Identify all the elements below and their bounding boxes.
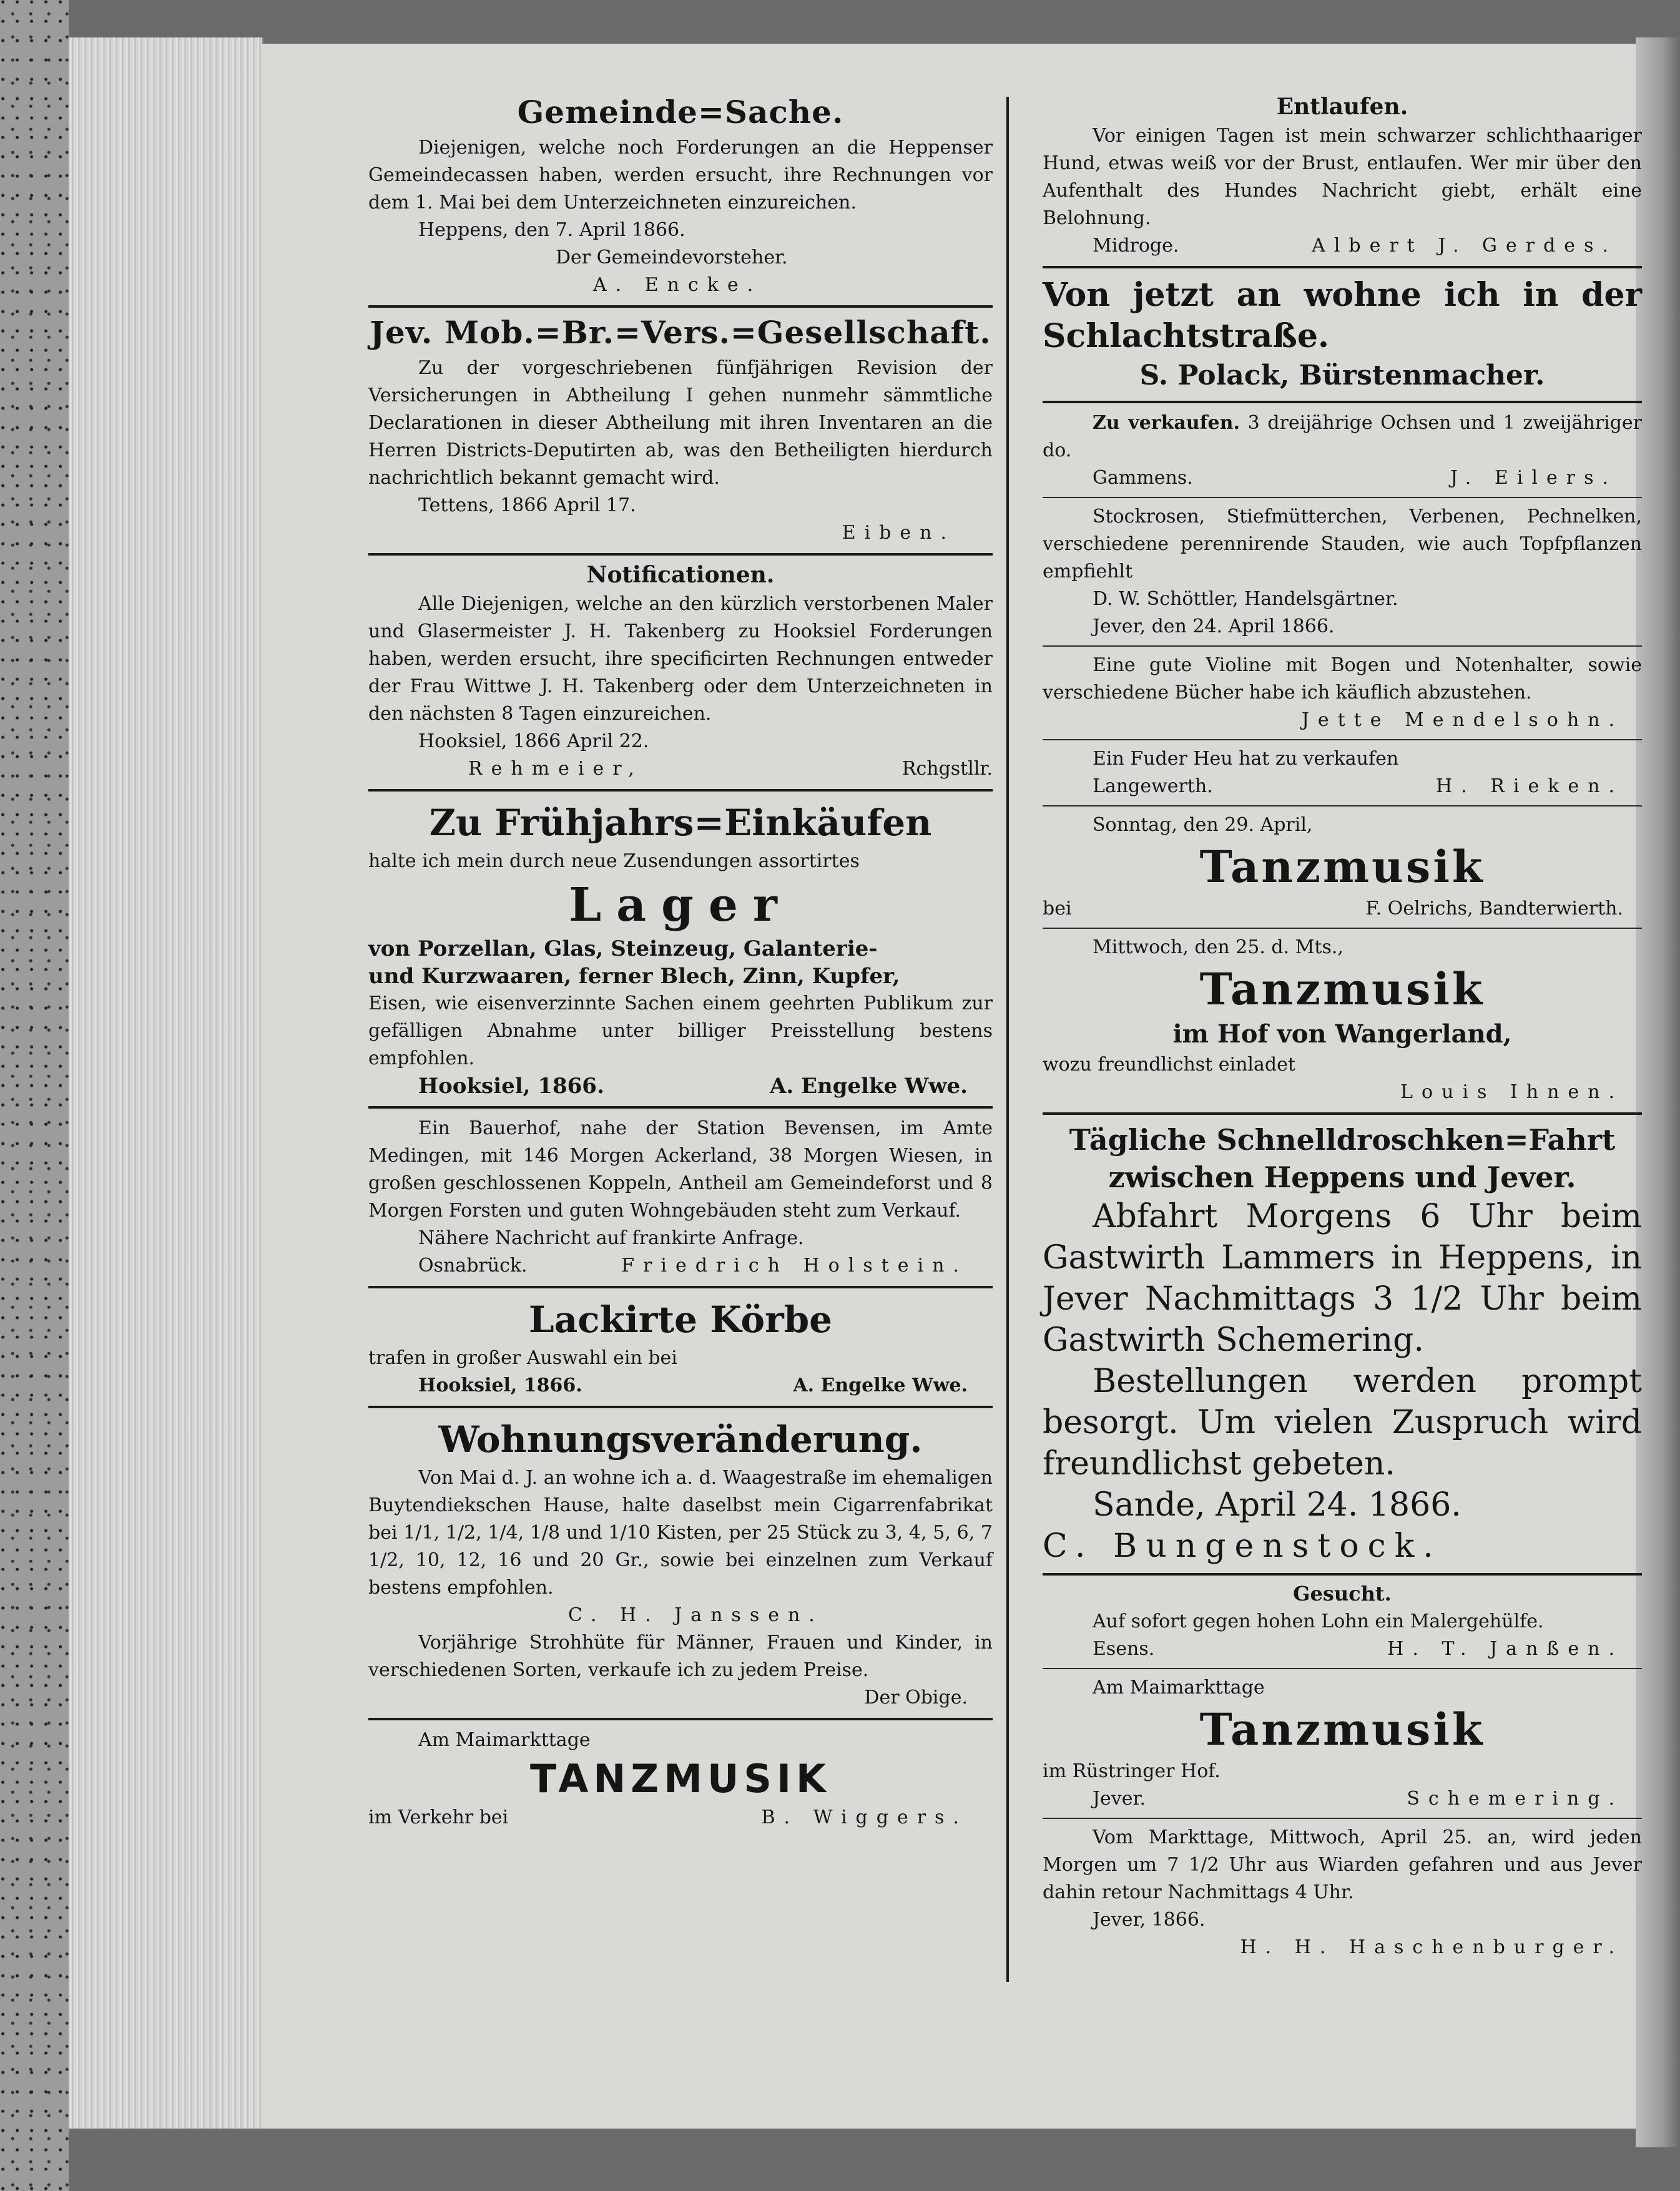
ad-title2: zwischen Heppens und Jever. bbox=[1108, 1160, 1576, 1194]
ad-date: Hooksiel, 1866 April 22. bbox=[418, 730, 649, 752]
ad-place: bei bbox=[1043, 898, 1072, 919]
ad-tanz-ihnen bbox=[1043, 934, 1642, 1106]
ad-signature: Louis Ihnen. bbox=[1400, 1081, 1623, 1103]
ad-signature: Rehmeier, bbox=[468, 758, 643, 780]
ad-body: Vor einigen Tagen ist mein schwarzer schlichthaariger Hund, etwas weiß vor der Brust, entlaufen. Wer mir über den Aufenthalt des Hundes Nachricht giebt, erhält eine Belohnung. bbox=[1043, 125, 1642, 229]
ad-signature: A. Encke. bbox=[593, 274, 762, 296]
ad-lead: Zu verkaufen. bbox=[1093, 412, 1240, 434]
rule bbox=[368, 305, 993, 308]
ad-signature: D. W. Schöttler, Handelsgärtner. bbox=[1093, 588, 1398, 610]
ad-title: Tanzmusik bbox=[1199, 841, 1485, 893]
ad-date: Jever, den 24. April 1866. bbox=[1093, 615, 1335, 637]
ad-title: Gemeinde=Sache. bbox=[517, 94, 844, 130]
ad-signature: C. H. Janssen. bbox=[568, 1604, 823, 1626]
rule bbox=[1043, 739, 1642, 740]
rule bbox=[1043, 1668, 1642, 1669]
ad-notification bbox=[368, 562, 993, 783]
rule bbox=[1043, 805, 1642, 806]
ad-signature: H. Rieken. bbox=[1436, 775, 1623, 797]
rule bbox=[1043, 645, 1642, 647]
ad-signature: J. Eilers. bbox=[1450, 467, 1617, 489]
ad-body: Abfahrt Morgens 6 Uhr beim Gastwirth Lammers in Heppens, in Jever Nachmittags 3 1/2 Uhr beim Gastwirth Schemering. bbox=[1043, 1198, 1642, 1359]
ad-fruehjahr bbox=[368, 798, 993, 1100]
ad-body: Von Mai d. J. an wohne ich a. d. Waagestraße im ehemaligen Buytendiekschen Hause, halte daselbst mein Cigarrenfabrikat bei 1/1, 1/2, 1/4, 1/8 und 1/10 Kisten, per 25 Stück zu 3, 4, 5, 6, 7 1/2, 10, 12, 16 und 20 Gr., sowie bei einzelnen zum Verkauf bestens empfohlen. bbox=[368, 1467, 993, 1599]
ad-stauden bbox=[1043, 503, 1642, 640]
ad-date: Jever, 1866. bbox=[1093, 1909, 1206, 1931]
ad-line: Eisen, wie eisenverzinnte Sachen einem geehrten Publikum zur gefälligen Abnahme unter billiger Preisstellung bestens empfohlen. bbox=[368, 993, 993, 1069]
ad-date: Tettens, 1866 April 17. bbox=[418, 494, 636, 516]
ad-date: Sande, April 24. 1866. bbox=[1093, 1486, 1461, 1524]
ad-koerbe bbox=[368, 1295, 993, 1399]
ad-signature: Schemering. bbox=[1407, 1788, 1623, 1810]
rule bbox=[1043, 266, 1642, 268]
ad-signature: H. T. Janßen. bbox=[1387, 1638, 1623, 1660]
ad-body: Eine gute Violine mit Bogen und Notenhalter, sowie verschiedene Bücher habe ich käuflich abzustehen. bbox=[1043, 654, 1642, 703]
ad-signature: C. Bungenstock. bbox=[1043, 1527, 1442, 1565]
ad-signature2: Der Obige. bbox=[864, 1687, 968, 1708]
rule bbox=[1043, 497, 1642, 498]
ad-body: Von jetzt an wohne ich in der Schlachtstraße. bbox=[1043, 276, 1642, 355]
ad-body: Diejenigen, welche noch Forderungen an die Heppenser Gemeindecassen haben, werden ersucht, ihre Rechnungen vor dem 1. Mai bei dem Unterzeichneten einzureichen. bbox=[368, 137, 993, 213]
ad-markttage bbox=[1043, 1824, 1642, 1961]
ad-title: Zu Frühjahrs=Einkäufen bbox=[429, 801, 932, 844]
ad-signature: B. Wiggers. bbox=[761, 1806, 968, 1828]
ad-place: Hooksiel, 1866. bbox=[418, 1074, 604, 1099]
ad-body: trafen in großer Auswahl ein bei bbox=[368, 1347, 677, 1369]
ad-intro: halte ich mein durch neue Zusendungen assortirtes bbox=[368, 850, 860, 872]
ad-line: und Kurzwaaren, ferner Blech, Zinn, Kupfer, bbox=[368, 964, 900, 989]
ad-signature: Eiben. bbox=[842, 522, 955, 544]
rule bbox=[1043, 1818, 1642, 1819]
ad-place: im Verkehr bei bbox=[368, 1806, 509, 1828]
ad-intro: Am Maimarkttage bbox=[1093, 1677, 1265, 1698]
ad-versicherung bbox=[368, 314, 993, 547]
book-edge-speckled bbox=[0, 0, 69, 2191]
rule bbox=[368, 1106, 993, 1109]
ad-title: Tägliche Schnelldroschken=Fahrt bbox=[1069, 1123, 1616, 1157]
ad-body: Alle Diejenigen, welche an den kürzlich verstorbenen Maler und Glasermeister J. H. Takenberg zu Hooksiel Forderungen haben, werden ersucht, ihre specificirten Rechnungen entweder der Frau Wittwe J. H. Takenberg oder dem Unterzeichneten in den nächsten 8 Tagen einzureichen. bbox=[368, 593, 993, 725]
ad-body: Ein Fuder Heu hat zu verkaufen bbox=[1093, 748, 1399, 770]
ad-body2: Vorjährige Strohhüte für Männer, Frauen und Kinder, in verschiedenen Sorten, verkaufe ich zu jedem Preise. bbox=[368, 1632, 993, 1681]
ad-title: Jev. Mob.=Br.=Vers.=Gesellschaft. bbox=[370, 314, 991, 351]
ad-invite: wozu freundlichst einladet bbox=[1043, 1054, 1295, 1076]
ad-polack bbox=[1043, 275, 1642, 395]
ad-bauerhof bbox=[368, 1115, 993, 1280]
ad-gemeinde bbox=[368, 94, 993, 299]
ad-place: Gammens. bbox=[1093, 467, 1193, 489]
rule bbox=[368, 1286, 993, 1288]
ad-place: Esens. bbox=[1093, 1638, 1155, 1660]
ad-place: Langewerth. bbox=[1093, 775, 1213, 797]
ad-body: Auf sofort gegen hohen Lohn ein Malergehülfe. bbox=[1093, 1610, 1544, 1632]
ad-body: Zu der vorgeschriebenen fünfjährigen Revision der Versicherungen in Abtheilung I gehen nunmehr sämmtliche Declarationen in dieser Abtheilung mit ihren Inventaren an die Herren Districts-Deputirten ab, was den Betheiligten hierdurch nachrichtlich bekannt gemacht wird. bbox=[368, 357, 993, 489]
ad-body: Vom Markttage, Mittwoch, April 25. an, wird jeden Morgen um 7 1/2 Uhr aus Wiarden gefahren und aus Jever dahin retour Nachmittags 4 Uhr. bbox=[1043, 1826, 1642, 1903]
ad-violine bbox=[1043, 652, 1642, 734]
column-divider bbox=[1006, 97, 1009, 1982]
rule bbox=[1043, 928, 1642, 929]
ad-signature: H. H. Haschenburger. bbox=[1240, 1936, 1623, 1958]
ad-title: Lackirte Körbe bbox=[528, 1298, 833, 1341]
ad-signature: Friedrich Holstein. bbox=[621, 1255, 968, 1277]
ad-place: Midroge. bbox=[1093, 235, 1179, 257]
ad-place: im Rüstringer Hof. bbox=[1043, 1760, 1221, 1782]
rule bbox=[1043, 401, 1642, 403]
ad-tanz-schemering bbox=[1043, 1674, 1642, 1813]
ad-role: Der Gemeindevorsteher. bbox=[556, 247, 788, 268]
rule bbox=[368, 553, 993, 556]
ad-signature: S. Polack, Bürstenmacher. bbox=[1139, 360, 1545, 391]
ad-signature: A. Engelke Wwe. bbox=[793, 1375, 968, 1396]
ad-title: Entlaufen. bbox=[1276, 94, 1408, 120]
ad-tanz-oelrichs bbox=[1043, 811, 1642, 923]
ad-title: Gesucht. bbox=[1293, 1582, 1392, 1605]
ad-town: Jever. bbox=[1093, 1788, 1146, 1810]
ad-ochsen bbox=[1043, 409, 1642, 492]
rule bbox=[368, 1718, 993, 1720]
ad-heu bbox=[1043, 745, 1642, 800]
ad-body: 3 dreijährige Ochsen und 1 zweijähriger do. bbox=[1043, 412, 1642, 461]
rule bbox=[368, 789, 993, 792]
ad-entlaufen bbox=[1043, 94, 1642, 260]
page-stack bbox=[69, 37, 263, 2129]
ad-signature: Albert J. Gerdes. bbox=[1312, 235, 1617, 257]
ad-signature: A. Engelke Wwe. bbox=[770, 1074, 968, 1099]
ad-title: Tanzmusik bbox=[1199, 1703, 1485, 1755]
ad-place: Hooksiel, 1866. bbox=[418, 1375, 582, 1396]
ad-body: Stockrosen, Stiefmütterchen, Verbenen, Pechnelken, verschiedene perennirende Stauden, wie auch Topfpflanzen empfiehlt bbox=[1043, 506, 1642, 582]
ad-title: Notificationen. bbox=[586, 562, 775, 588]
rule bbox=[1043, 1573, 1642, 1576]
rule bbox=[368, 1406, 993, 1408]
ad-schnelldroschke bbox=[1043, 1121, 1642, 1567]
ad-place: Osnabrück. bbox=[418, 1255, 528, 1277]
ad-title: TANZMUSIK bbox=[529, 1756, 832, 1801]
ad-title: Tanzmusik bbox=[1199, 963, 1485, 1015]
ad-role: Rchgstllr. bbox=[901, 758, 993, 780]
left-column bbox=[368, 94, 993, 1831]
right-column bbox=[1043, 94, 1642, 1961]
ad-date: Mittwoch, den 25. d. Mts., bbox=[1093, 936, 1344, 958]
ad-wohnung bbox=[368, 1414, 993, 1712]
ad-tanz-wiggers bbox=[368, 1727, 993, 1831]
ad-intro: Am Maimarkttage bbox=[418, 1729, 591, 1751]
ad-note: Nähere Nachricht auf frankirte Anfrage. bbox=[418, 1227, 804, 1249]
rule bbox=[1043, 1112, 1642, 1115]
page-right-edge bbox=[1636, 37, 1680, 2147]
ad-date: Sonntag, den 29. April, bbox=[1093, 814, 1313, 836]
ad-body: Ein Bauerhof, nahe der Station Bevensen, im Amte Medingen, mit 146 Morgen Ackerland, 38 Morgen Wiesen, in großen geschlossenen Koppeln, Antheil am Gemeindeforst und 8 Morgen Forsten und guten Wohngebäuden steht zum Verkauf. bbox=[368, 1117, 993, 1222]
ad-signature: F. Oelrichs, Bandterwierth. bbox=[1365, 898, 1623, 919]
ad-signature: Jette Mendelsohn. bbox=[1301, 709, 1623, 731]
ad-gesucht bbox=[1043, 1582, 1642, 1663]
ad-body2: Bestellungen werden prompt besorgt. Um vielen Zuspruch wird freundlichst gebeten. bbox=[1043, 1363, 1642, 1483]
ad-date: Heppens, den 7. April 1866. bbox=[418, 219, 685, 241]
ad-place: im Hof von Wangerland, bbox=[1172, 1019, 1512, 1049]
ad-lager: Lager bbox=[569, 878, 792, 932]
ad-title: Wohnungsveränderung. bbox=[438, 1418, 923, 1461]
ad-line: von Porzellan, Glas, Steinzeug, Galanterie- bbox=[368, 936, 878, 961]
